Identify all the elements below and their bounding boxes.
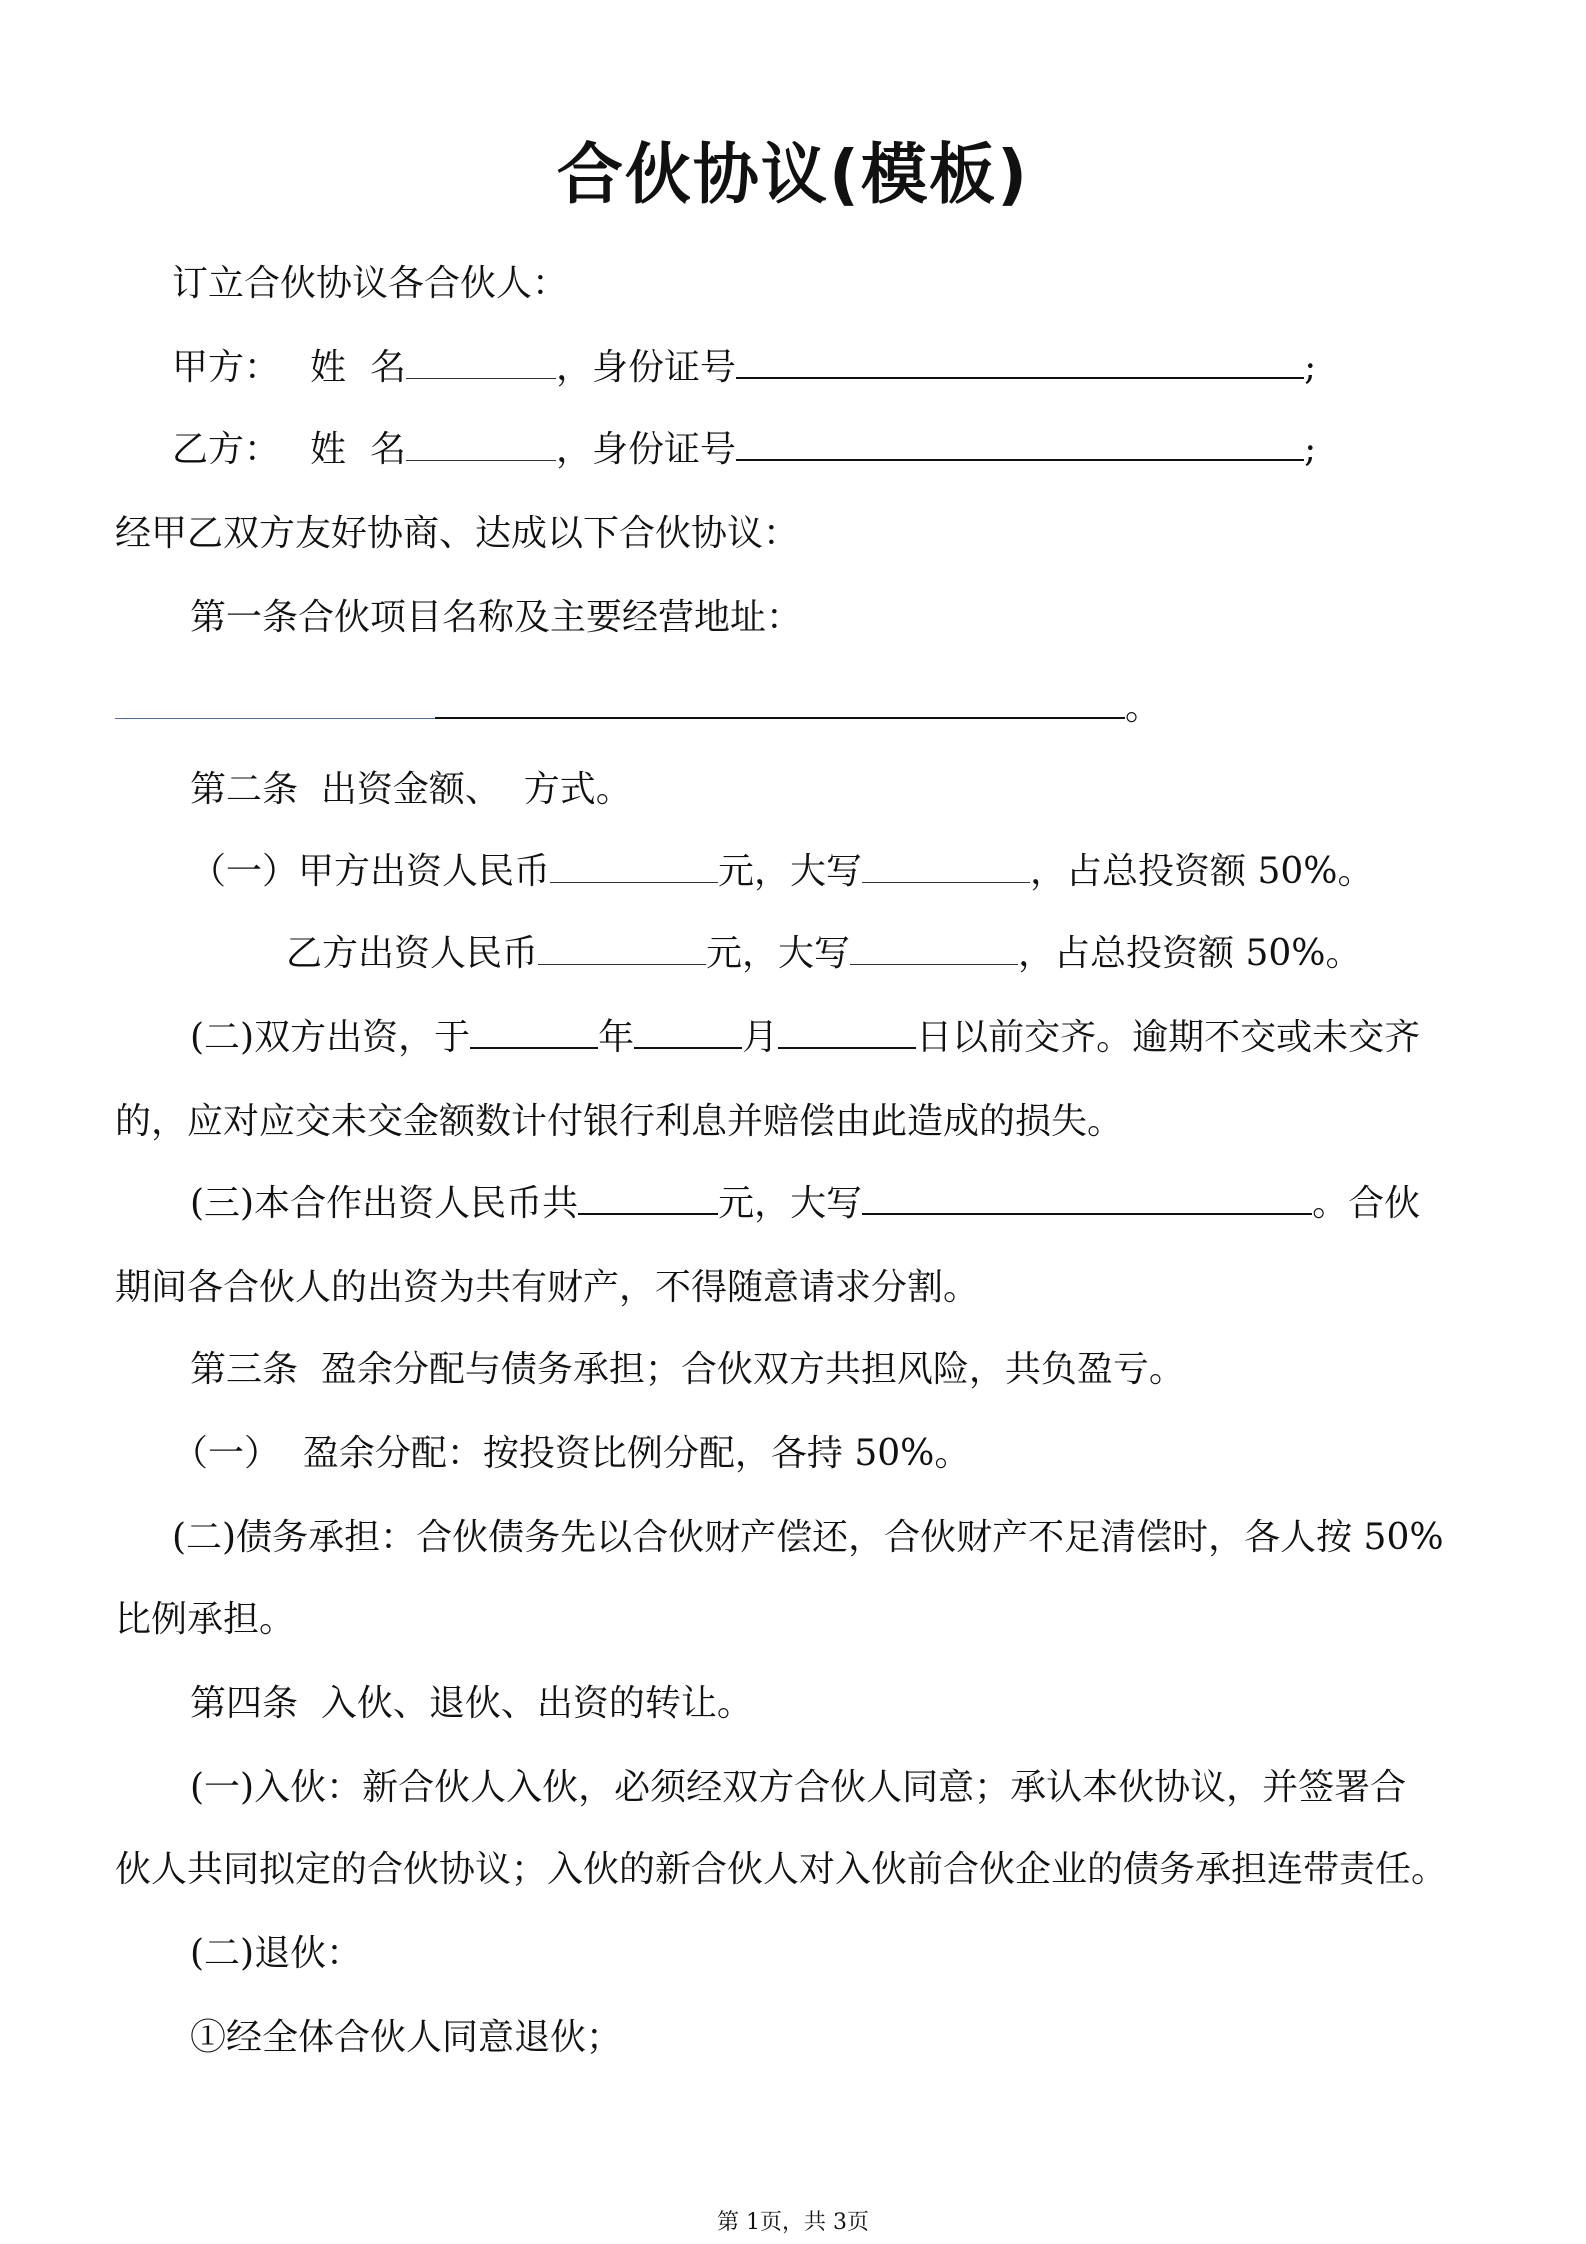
total-amount-words-blank[interactable]: [862, 1183, 1312, 1215]
party-b-label: 乙方：: [172, 429, 281, 470]
article-3-item-2-a: (二)债务承担：合伙债务先以合伙财产偿还，合伙财产不足清偿时，各人按 50%: [172, 1517, 1444, 1558]
total-amount-blank[interactable]: [578, 1183, 718, 1215]
article-3-item-1: （一） 盈余分配：按投资比例分配，各持 50%。: [172, 1433, 971, 1474]
article-2-title: 第二条 出资金额、 方式。: [190, 769, 632, 810]
party-a-label: 甲方：: [172, 347, 281, 388]
address-blank-2[interactable]: [435, 687, 1125, 719]
party-b-name-blank[interactable]: [406, 430, 556, 461]
article-1-address-line: 。: [115, 682, 1161, 734]
party-a-amount-words-blank[interactable]: [862, 852, 1030, 883]
party-b-line: 乙方： 姓 名 ，身份证号 ;: [172, 429, 1317, 470]
month-blank[interactable]: [634, 1017, 742, 1049]
article-4-item-1-a: (一)入伙：新合伙人入伙，必须经双方合伙人同意；承认本伙协议，并签署合: [190, 1767, 1407, 1808]
document-title: 合伙协议(模板): [556, 136, 1030, 213]
agreement-intro: 经甲乙双方友好协商、达成以下合伙协议：: [115, 513, 800, 554]
party-b-id-blank[interactable]: [736, 429, 1304, 461]
article-3-title: 第三条 盈余分配与债务承担；合伙双方共担风险，共负盈亏。: [190, 1349, 1185, 1390]
party-a-name-blank[interactable]: [406, 348, 556, 379]
year-blank[interactable]: [470, 1017, 598, 1049]
article-4-title: 第四条 入伙、退伙、出资的转让。: [190, 1683, 753, 1724]
article-4-item-1-b: 伙人共同拟定的合伙协议；入伙的新合伙人对入伙前合伙企业的债务承担连带责任。: [115, 1849, 1448, 1890]
article-4-item-2-1: ①经全体合伙人同意退伙；: [190, 2017, 623, 2058]
article-2-item-1-b: 乙方出资人民币 元，大写 ，占总投资额 50%。: [286, 933, 1362, 974]
article-2-item-3-a: (三)本合作出资人民币共 元，大写 。合伙: [190, 1183, 1421, 1224]
article-2-item-3-b: 期间各合伙人的出资为共有财产，不得随意请求分割。: [115, 1267, 980, 1308]
article-2-item-1-a: （一）甲方出资人民币 元，大写 ，占总投资额 50%。: [190, 851, 1374, 892]
party-b-amount-words-blank[interactable]: [850, 934, 1018, 965]
day-blank[interactable]: [778, 1017, 916, 1049]
article-3-item-2-b: 比例承担。: [115, 1599, 296, 1640]
party-a-id-blank[interactable]: [736, 347, 1304, 379]
party-a-line: 甲方： 姓 名 ，身份证号 ;: [172, 347, 1317, 388]
party-b-amount-blank[interactable]: [538, 934, 706, 965]
article-2-item-2-b: 的，应对应交未交金额数计付银行利息并赔偿由此造成的损失。: [115, 1101, 1124, 1142]
intro-line: 订立合伙协议各合伙人：: [172, 263, 569, 304]
address-blank-1[interactable]: [115, 688, 435, 719]
article-2-item-2-a: (二)双方出资，于 年 月 日以前交齐。逾期不交或未交齐: [190, 1017, 1421, 1058]
party-a-amount-blank[interactable]: [550, 852, 718, 883]
article-4-item-2: (二)退伙：: [190, 1933, 363, 1974]
page-footer: 第 1页，共 3页: [717, 2210, 869, 2235]
article-1-title: 第一条合伙项目名称及主要经营地址：: [190, 597, 803, 638]
